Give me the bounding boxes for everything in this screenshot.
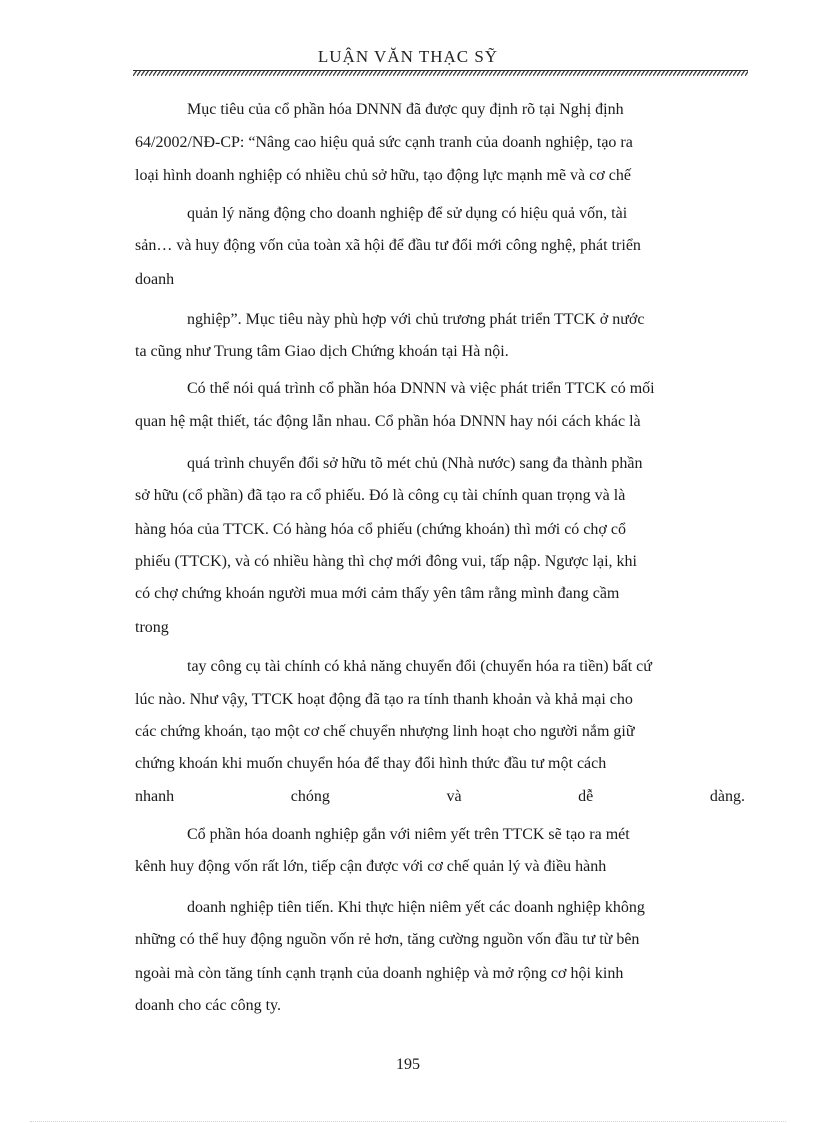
page-number: 195 [396,1056,420,1073]
text-line: hàng hóa của TTCK. Có hàng hóa cổ phiếu (chứng khoán) thì mới có chợ cổ [135,521,626,538]
text-line: tay công cụ tài chính có khả năng chuyển đổi (chuyển hóa ra tiền) bất cứ [187,658,652,675]
spread-word: dễ [578,788,594,805]
text-line: 64/2002/NĐ-CP: “Nâng cao hiệu quả sức cạnh tranh của doanh nghiệp, tạo ra [135,134,633,151]
text-line: quản lý năng động cho doanh nghiệp để sử dụng có hiệu quả vốn, tài [187,205,628,222]
text-line: ta cũng như Trung tâm Giao dịch Chứng khoán tại Hà nội. [135,343,509,360]
text-line: các chứng khoán, tạo một cơ chế chuyển nhượng linh hoạt cho người nắm giữ [135,723,635,740]
text-line: doanh nghiệp tiên tiến. Khi thực hiện niêm yết các doanh nghiệp không [187,899,645,916]
text-line: doanh [135,271,175,288]
text-line: sản… và huy động vốn của toàn xã hội để đầu tư đổi mới công nghệ, phát triển [135,237,641,254]
header-hatched-rule [133,70,748,76]
text-line: chứng khoán khi muốn chuyển hóa để thay đổi hình thức đầu tư một cách [135,755,607,772]
page-bottom-dotted-rule [30,1121,786,1122]
text-line: quá trình chuyển đổi sở hữu tõ mét chủ (Nhà nước) sang đa thành phần [187,455,643,472]
text-line: nghiệp”. Mục tiêu này phù hợp với chủ trương phát triển TTCK ở nước [187,311,645,328]
text-line: Mục tiêu của cổ phần hóa DNNN đã được quy định rõ tại Nghị định [187,101,624,118]
text-line: lúc nào. Như vậy, TTCK hoạt động đã tạo ra tính thanh khoản và khả mại cho [135,691,633,708]
text-line: loại hình doanh nghiệp có nhiều chủ sở hữu, tạo động lực mạnh mẽ và cơ chế [135,167,631,184]
text-line: có chợ chứng khoán người mua mới cảm thấy yên tâm rằng mình đang cầm [135,585,620,602]
running-header-title: LUẬN VĂN THẠC SỸ [317,47,499,66]
text-line: Cổ phần hóa doanh nghiệp gắn với niêm yết trên TTCK sẽ tạo ra mét [187,826,630,843]
text-line: những có thể huy động nguồn vốn rẻ hơn, tăng cường nguồn vốn đầu tư từ bên [135,931,640,948]
text-line: ngoài mà còn tăng tính cạnh trạnh của doanh nghiệp và mở rộng cơ hội kinh [135,965,624,982]
text-line: sở hữu (cổ phần) đã tạo ra cổ phiếu. Đó là công cụ tài chính quan trọng và là [135,487,626,504]
text-line: kênh huy động vốn rất lớn, tiếp cận được với cơ chế quản lý và điều hành [135,858,607,875]
text-line: Có thể nói quá trình cổ phần hóa DNNN và việc phát triển TTCK có mối [187,380,655,397]
text-line: trong [135,619,169,636]
spread-word: dàng. [709,788,745,805]
text-line: quan hệ mật thiết, tác động lẫn nhau. Cổ phần hóa DNNN hay nói cách khác là [135,413,641,430]
spread-word: nhanh [135,788,175,805]
spread-word: và [446,788,462,805]
text-line: doanh cho các công ty. [135,997,282,1014]
text-line: phiếu (TTCK), và có nhiều hàng thì chợ mới đông vui, tấp nập. Ngược lại, khi [135,553,637,570]
spread-word: chóng [290,788,330,805]
text-line-spread [135,785,745,809]
